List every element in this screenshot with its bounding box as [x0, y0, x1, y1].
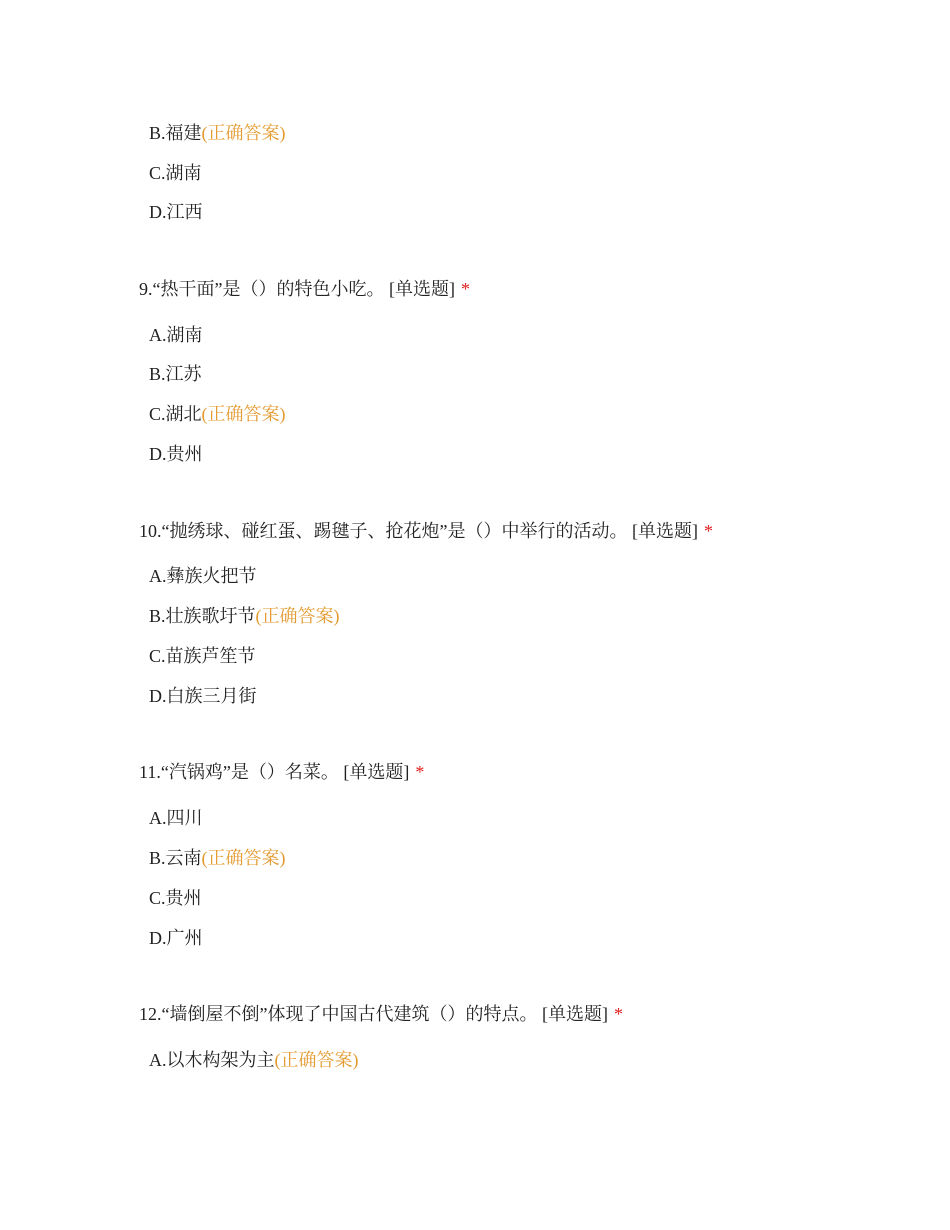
- required-mark: *: [613, 1004, 623, 1024]
- option-label: B.云南: [149, 848, 202, 868]
- q9-option-d: [149, 442, 203, 466]
- question-number: 12.: [139, 1004, 162, 1024]
- option-label: A.以木构架为主: [149, 1050, 275, 1070]
- q10-option-d: [149, 684, 257, 708]
- correct-answer-mark: (正确答案): [201, 404, 286, 424]
- question-type: [单选题]: [343, 762, 410, 782]
- q11-option-b: [149, 846, 286, 870]
- option-label: C.湖北: [149, 404, 202, 424]
- question-number: 9.: [139, 279, 153, 299]
- q10-option-b: [149, 604, 340, 628]
- question-type: [单选题]: [541, 1004, 608, 1024]
- required-mark: *: [703, 521, 713, 541]
- option-label: C.贵州: [149, 888, 202, 908]
- q9-option-b: [149, 362, 202, 386]
- question-type: [单选题]: [388, 279, 455, 299]
- q9-option-c: [149, 402, 286, 426]
- q9-option-a: [149, 323, 203, 347]
- option-c-hunan: [149, 161, 202, 185]
- option-b-fujian: [149, 121, 286, 145]
- required-mark: *: [460, 279, 470, 299]
- question-text: “墙倒屋不倒”体现了中国古代建筑（）的特点。: [161, 1004, 538, 1024]
- correct-answer-mark: (正确答案): [255, 606, 340, 626]
- option-label: C.苗族芦笙节: [149, 646, 256, 666]
- option-d-jiangxi: [149, 200, 203, 224]
- question-text: “热干面”是（）的特色小吃。: [152, 279, 385, 299]
- option-label: A.彝族火把节: [149, 566, 257, 586]
- question-12-title: [139, 1002, 623, 1026]
- option-label: B.壮族歌圩节: [149, 606, 256, 626]
- correct-answer-mark: (正确答案): [274, 1050, 359, 1070]
- required-mark: *: [415, 762, 425, 782]
- option-label: D.广州: [149, 928, 203, 948]
- q10-option-a: [149, 564, 257, 588]
- correct-answer-mark: (正确答案): [201, 123, 286, 143]
- option-label: C.湖南: [149, 163, 202, 183]
- option-label: A.湖南: [149, 325, 203, 345]
- q10-option-c: [149, 644, 256, 668]
- q11-option-a: [149, 806, 203, 830]
- option-label: D.白族三月街: [149, 686, 257, 706]
- question-10-title: [139, 519, 713, 543]
- option-label: B.江苏: [149, 364, 202, 384]
- question-type: [单选题]: [631, 521, 698, 541]
- question-11-title: [139, 760, 424, 784]
- option-label: B.福建: [149, 123, 202, 143]
- question-9-title: [139, 277, 470, 301]
- option-label: D.江西: [149, 202, 203, 222]
- q12-option-a: [149, 1048, 359, 1072]
- question-number: 10.: [139, 521, 162, 541]
- question-text: “抛绣球、碰红蛋、踢毽子、抢花炮”是（）中举行的活动。: [161, 521, 628, 541]
- correct-answer-mark: (正确答案): [201, 848, 286, 868]
- q11-option-c: [149, 886, 202, 910]
- question-text: “汽锅鸡”是（）名菜。: [160, 762, 339, 782]
- q11-option-d: [149, 926, 203, 950]
- option-label: A.四川: [149, 808, 203, 828]
- question-number: 11.: [139, 762, 161, 782]
- option-label: D.贵州: [149, 444, 203, 464]
